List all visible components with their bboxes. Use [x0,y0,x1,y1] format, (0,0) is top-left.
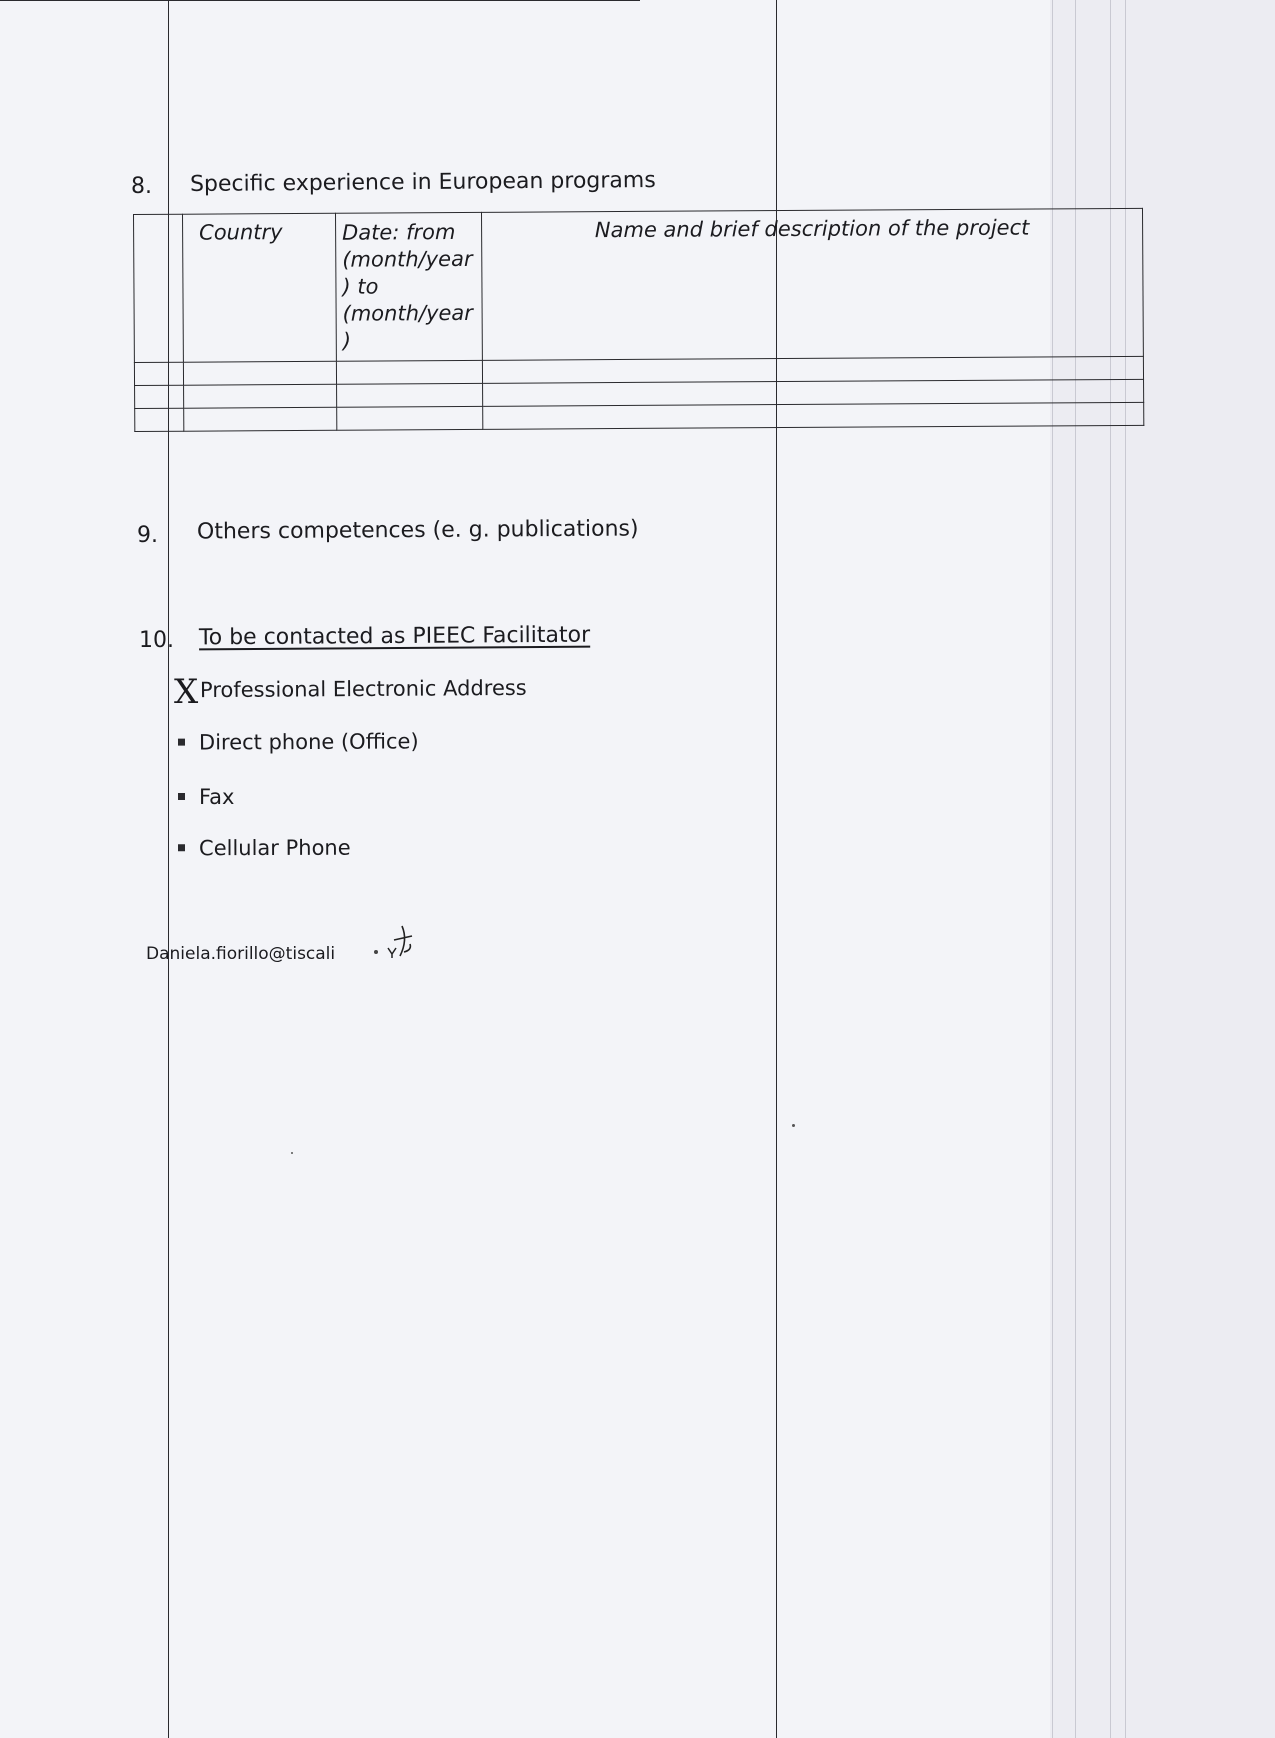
table-cell [135,408,184,431]
list-item-cellular-phone [178,836,351,861]
section-10-number: 10. [139,628,174,653]
table-cell [184,407,337,431]
contact-email-note: Daniela.fiorillo@tiscali [146,944,336,964]
option-label: Professional Electronic Address [199,675,527,703]
table-header-description: Name and brief description of the project [481,208,1143,360]
bullet-icon [178,844,185,851]
table-cell [183,361,336,385]
table-header-date: Date: from (month/year ) to (month/year ) [335,212,482,361]
table-cell [337,383,483,407]
section-10-title: To be contacted as PIEEC Facilitator [198,622,591,651]
table-header-index-cell [134,214,184,362]
scan-speck [792,1124,795,1127]
bullet-icon [178,738,185,745]
option-label: Fax [199,785,235,809]
table-cell [337,406,483,430]
table-cell [135,385,184,408]
experience-table [133,208,1144,432]
table-header-country: Country [183,213,337,362]
list-item-fax [178,785,234,809]
section-8-title: Specific experience in European programs [189,167,656,198]
section-9-number: 9. [137,523,158,548]
handwritten-scribble-icon [372,922,432,962]
table-cell [134,362,183,385]
option-label: Cellular Phone [198,835,351,861]
bullet-icon [178,793,185,800]
table-cell [483,402,1144,429]
option-label: Direct phone (Office) [198,729,419,755]
table-row [135,402,1144,431]
table-cell [336,360,482,384]
handwritten-x-mark: X [174,672,199,712]
table-header-row [134,208,1144,362]
section-9-title: Others competences (e. g. publications) [196,516,639,545]
scan-speck [291,1152,293,1154]
list-item-professional-electronic-address [200,676,527,702]
section-8-number: 8. [131,174,152,199]
table-cell [184,384,337,408]
list-item-direct-phone [178,729,419,754]
top-border-line [0,0,640,1]
